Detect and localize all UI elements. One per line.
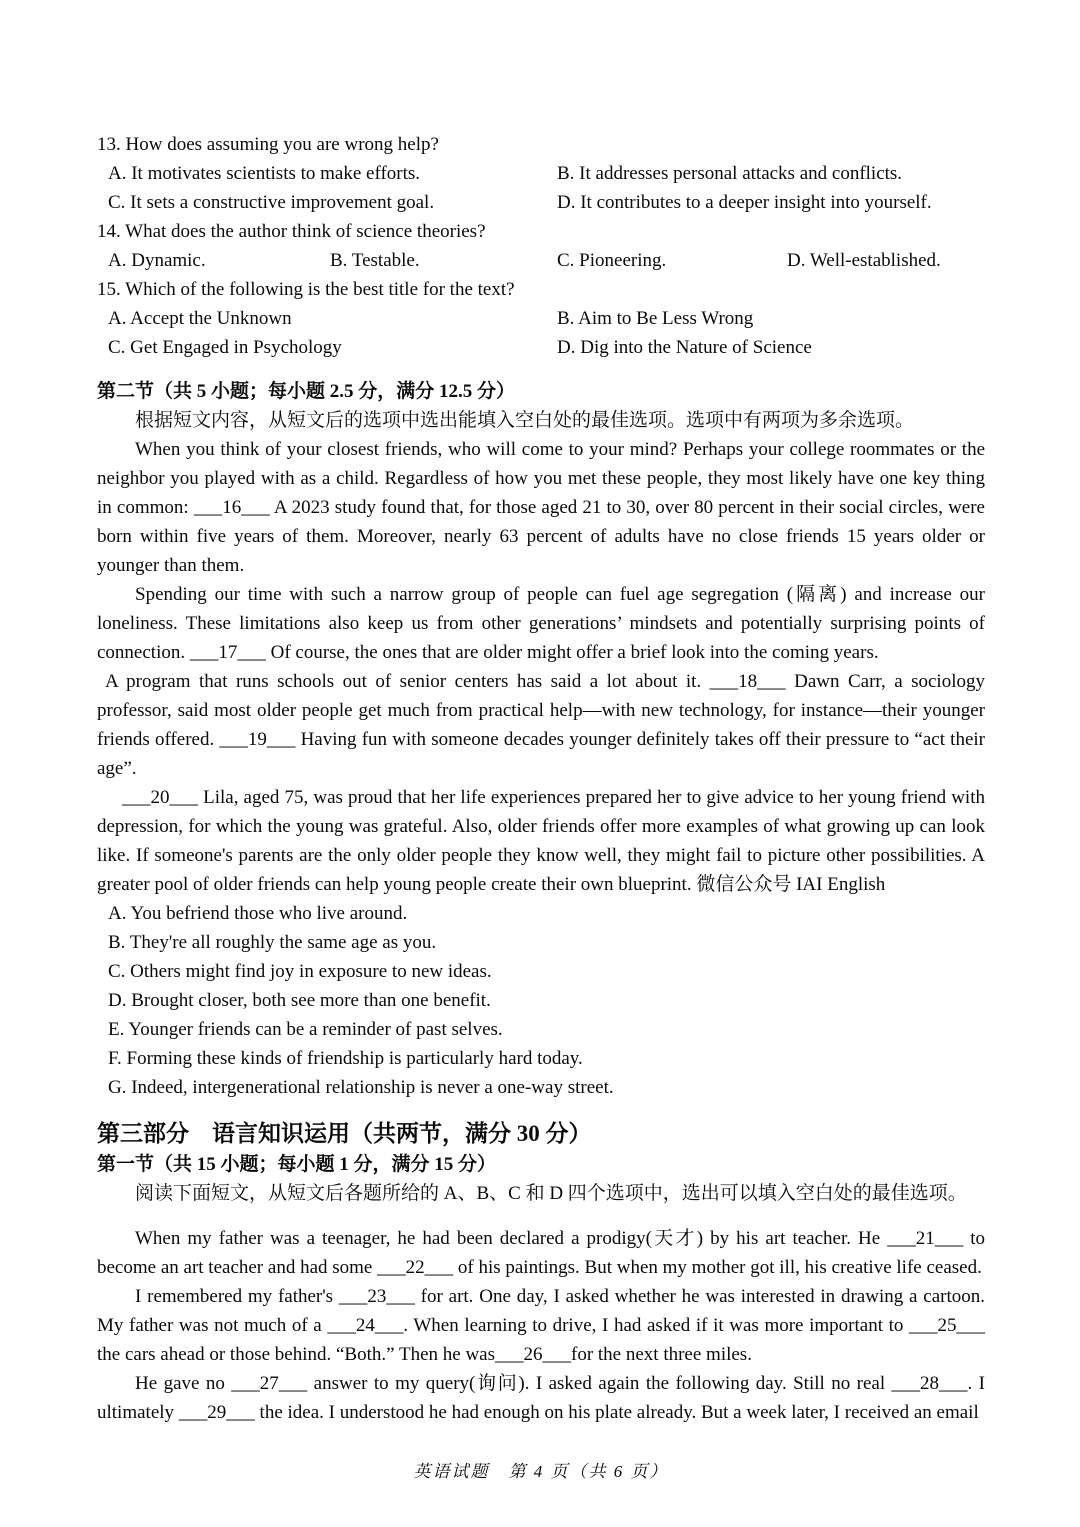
question-13-option-b: B. It addresses personal attacks and conflicts. xyxy=(557,163,903,184)
cloze-paragraph-1: When my father was a teenager, he had been declared a prodigy(天才) by his art teacher. He ___21___ to become an art teacher and had some ___22___ of his paintings. But when my mother got ill, his creative life ceased. xyxy=(97,1228,985,1278)
choice-g: G. Indeed, intergenerational relationship is never a one-way street. xyxy=(108,1077,614,1098)
gap-fill-paragraph-3: A program that runs schools out of senior centers has said a lot about it. ___18___ Dawn Carr, a sociology professor, said most older people get much from practical help—with new technology, for instance—their younger friends offered. ___19___ Having fun with someone decades younger definitely takes off their pressure to “act their age”. xyxy=(97,671,985,779)
part-3-heading: 第三部分 语言知识运用（共两节，满分 30 分） xyxy=(97,1121,592,1146)
question-14-stem: 14. What does the author think of science theories? xyxy=(97,221,486,242)
question-15-stem: 15. Which of the following is the best title for the text? xyxy=(97,279,515,300)
part-3-language-use xyxy=(97,1118,985,1427)
question-15-options xyxy=(97,304,985,362)
question-15-option-a: A. Accept the Unknown xyxy=(108,308,292,329)
gap-fill-paragraph-1: When you think of your closest friends, who will come to your mind? Perhaps your college roommates or the neighbor you played with as a child. Regardless of how you met these people, they most likely have one key thing in common: ___16___ A 2023 study found that, for those aged 21 to 30, over 80 percent in their social circles, were born within five years of them. Moreover, nearly 63 percent of adults have no close friends 15 years older or younger than them. xyxy=(97,439,985,576)
question-13-options xyxy=(97,159,985,217)
choice-b: B. They're all roughly the same age as you. xyxy=(108,932,437,953)
choice-d: D. Brought closer, both see more than one benefit. xyxy=(108,990,491,1011)
choice-f: F. Forming these kinds of friendship is particularly hard today. xyxy=(108,1048,583,1069)
section-2-instruction: 根据短文内容，从短文后的选项中选出能填入空白处的最佳选项。选项中有两项为多余选项。 xyxy=(135,410,915,431)
question-13-option-a: A. It motivates scientists to make efforts. xyxy=(108,163,421,184)
gap-fill-choices xyxy=(97,899,985,1102)
choice-a: A. You befriend those who live around. xyxy=(108,903,408,924)
gap-fill-paragraph-2: Spending our time with such a narrow group of people can fuel age segregation (隔离) and increase our loneliness. These limitations also keep us from other generations’ mindsets and potentially surprising points of connection. ___17___ Of course, the ones that are older might offer a brief look into the coming years. xyxy=(97,584,985,663)
question-14-option-b: B. Testable. xyxy=(330,250,420,271)
question-13-option-c: C. It sets a constructive improvement goal. xyxy=(108,192,435,213)
reading-comprehension-questions xyxy=(97,130,985,362)
question-14-option-d: D. Well-established. xyxy=(787,250,941,271)
part-3-section-1-heading: 第一节（共 15 小题；每小题 1 分，满分 15 分） xyxy=(97,1154,497,1175)
question-15-option-d: D. Dig into the Nature of Science xyxy=(557,337,812,358)
page-footer: 英语试题 第 4 页（共 6 页） xyxy=(413,1462,669,1481)
question-13-stem: 13. How does assuming you are wrong help? xyxy=(97,134,439,155)
cloze-paragraph-2: I remembered my father's ___23___ for art. One day, I asked whether he was interested in drawing a cartoon. My father was not much of a ___24___. When learning to drive, I had asked if it was more important to ___25___ the cars ahead or those behind. “Both.” Then he was___26___for the next three miles. xyxy=(97,1286,985,1365)
question-15-option-b: B. Aim to Be Less Wrong xyxy=(557,308,754,329)
question-13-option-d: D. It contributes to a deeper insight into yourself. xyxy=(557,192,932,213)
cloze-paragraph-3: He gave no ___27___ answer to my query(询问). I asked again the following day. Still no real ___28___. I ultimately ___29___ the idea. I understood he had enough on his plate already. But a week later, I received an email xyxy=(97,1373,985,1423)
question-14-option-c: C. Pioneering. xyxy=(557,250,667,271)
question-14-option-a: A. Dynamic. xyxy=(108,250,206,271)
cloze-section-2 xyxy=(97,377,985,1102)
choice-c: C. Others might find joy in exposure to new ideas. xyxy=(108,961,492,982)
part-3-instruction: 阅读下面短文，从短文后各题所给的 A、B、C 和 D 四个选项中，选出可以填入空白处的最佳选项。 xyxy=(135,1183,967,1204)
choice-e: E. Younger friends can be a reminder of past selves. xyxy=(108,1019,503,1040)
gap-fill-paragraph-4: ___20___ Lila, aged 75, was proud that her life experiences prepared her to give advice to her young friend with depression, for which the young was grateful. Also, older friends offer more examples of what growing up can look like. If someone's parents are the only older people they know well, they might fail to picture other possibilities. A greater pool of older friends can help young people create their own blueprint. 微信公众号 IAI English xyxy=(97,787,985,895)
question-14-options xyxy=(97,246,985,275)
section-2-heading: 第二节（共 5 小题；每小题 2.5 分，满分 12.5 分） xyxy=(97,381,516,402)
question-15-option-c: C. Get Engaged in Psychology xyxy=(108,337,342,358)
